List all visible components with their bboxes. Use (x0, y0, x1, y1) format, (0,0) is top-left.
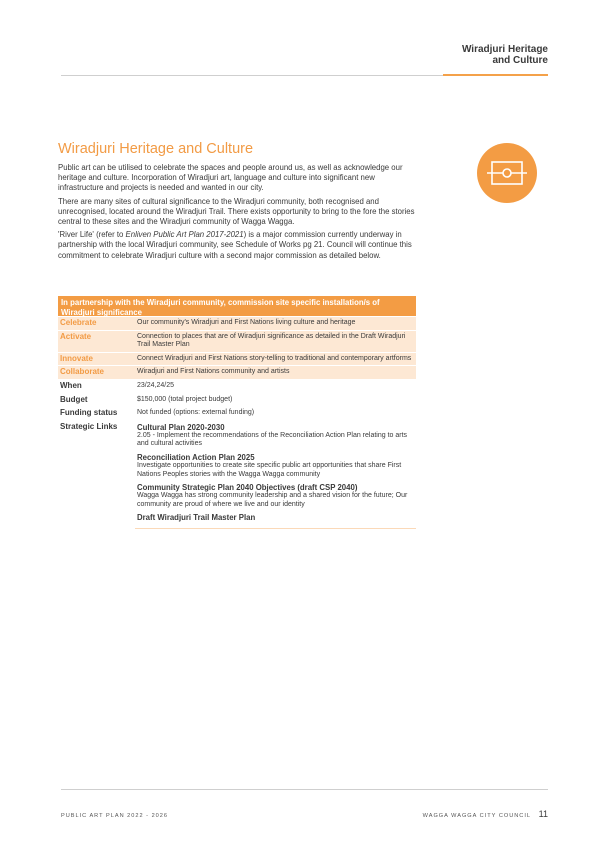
header-divider-accent (443, 74, 548, 76)
row-label: Innovate (60, 353, 93, 363)
strategic-link-desc: Wagga Wagga has strong community leadership and a shared vision for the future; Our community are proud of where we live and our identity (137, 492, 408, 508)
strategic-link-title: Community Strategic Plan 2040 Objectives (draft CSP 2040) (137, 483, 358, 493)
page-number: 11 (538, 809, 548, 819)
strategic-link-item (137, 483, 414, 509)
strategic-link-item (137, 423, 414, 449)
row-label: Strategic Links (60, 421, 118, 431)
table-row-collaborate (58, 365, 416, 379)
row-label: Collaborate (60, 367, 105, 377)
strategic-link-title: Reconciliation Action Plan 2025 (137, 452, 255, 462)
row-label: Budget (60, 394, 88, 404)
table-bottom-rule (135, 528, 416, 529)
row-value: Our community's Wiradjuri and First Nations living culture and heritage (137, 319, 356, 326)
intro-paragraph: 'River Life' (refer to Enliven Public Art Plan 2017-2021) is a major commission currently underway in partnership with the local Wiradjuri community, see Schedule of Works pg 21. Council will continue this commitment to celebrate Wiradjuri culture with a second major commission as detailed below. (58, 230, 412, 260)
row-label: Activate (60, 331, 92, 341)
plan-reference: Enliven Public Art Plan 2017-2021 (125, 230, 244, 240)
table-row-when (58, 379, 416, 393)
footer-organisation: WAGGA WAGGA CITY COUNCIL (422, 813, 531, 819)
section-header-line1: Wiradjuri Heritage (461, 44, 548, 55)
row-value: Wiradjuri and First Nations community and artists (137, 368, 290, 376)
intro-paragraph: There are many sites of cultural significance to the Wiradjuri community, both recognised and unrecognised, located around the Wiradjuri Trail. There exists opportunity to bring to the fore the stories central to these sites and the Wiradjuri community of Wagga Wagga. (58, 196, 415, 227)
table-row-activate (58, 330, 416, 352)
strategic-link-title: Draft Wiradjuri Trail Master Plan (137, 513, 256, 523)
header-divider (61, 75, 443, 76)
table-row-strategic-links (58, 420, 416, 529)
footer-divider (61, 789, 548, 790)
section-header-line2: and Culture (492, 55, 548, 66)
footer-document-title: PUBLIC ART PLAN 2022 - 2026 (61, 813, 169, 819)
table-heading: In partnership with the Wiradjuri community, commission site specific installation/s of Wiradjuri significance (58, 296, 416, 316)
wiradjuri-heritage-icon (477, 143, 537, 203)
section-header (348, 44, 548, 66)
row-value: $150,000 (total project budget) (137, 395, 233, 403)
intro-text (58, 163, 422, 264)
strategic-link-desc: Investigate opportunities to create site specific public art opportunities that share First Nations Peoples stories with the Wagga Wagga community (137, 461, 402, 478)
row-value: Connect Wiradjuri and First Nations story-telling to traditional and contemporary artforms (137, 354, 412, 362)
strategic-link-item (137, 453, 414, 479)
table-row-funding-status (58, 406, 416, 420)
table-row-budget (58, 393, 416, 407)
table-row-innovate (58, 352, 416, 366)
strategic-link-item (137, 513, 414, 522)
row-label: Funding status (60, 408, 118, 418)
row-label: Celebrate (60, 318, 97, 327)
row-value: 23/24,24/25 (137, 381, 174, 389)
strategic-link-desc: 2.05 - Implement the recommendations of the Reconciliation Action Plan relating to arts and cultural activities (137, 431, 408, 448)
intro-paragraph: Public art can be utilised to celebrate the spaces and people around us, as well as acknowledge our heritage and culture. Incorporation of Wiradjuri art, language and culture into significant new infrastructure and projects is needed and wanted in our city. (58, 163, 403, 193)
strategic-links-list (135, 421, 416, 529)
row-value: Not funded (options: external funding) (137, 409, 255, 417)
row-value: Connection to places that are of Wiradjuri significance as detailed in the Draft Wiradjuri Trail Master Plan (137, 332, 406, 349)
row-label: When (60, 380, 82, 390)
page-title: Wiradjuri Heritage and Culture (58, 141, 254, 157)
commission-table (58, 296, 416, 529)
table-row-celebrate (58, 316, 416, 330)
strategic-link-title: Cultural Plan 2020-2030 (137, 422, 225, 432)
